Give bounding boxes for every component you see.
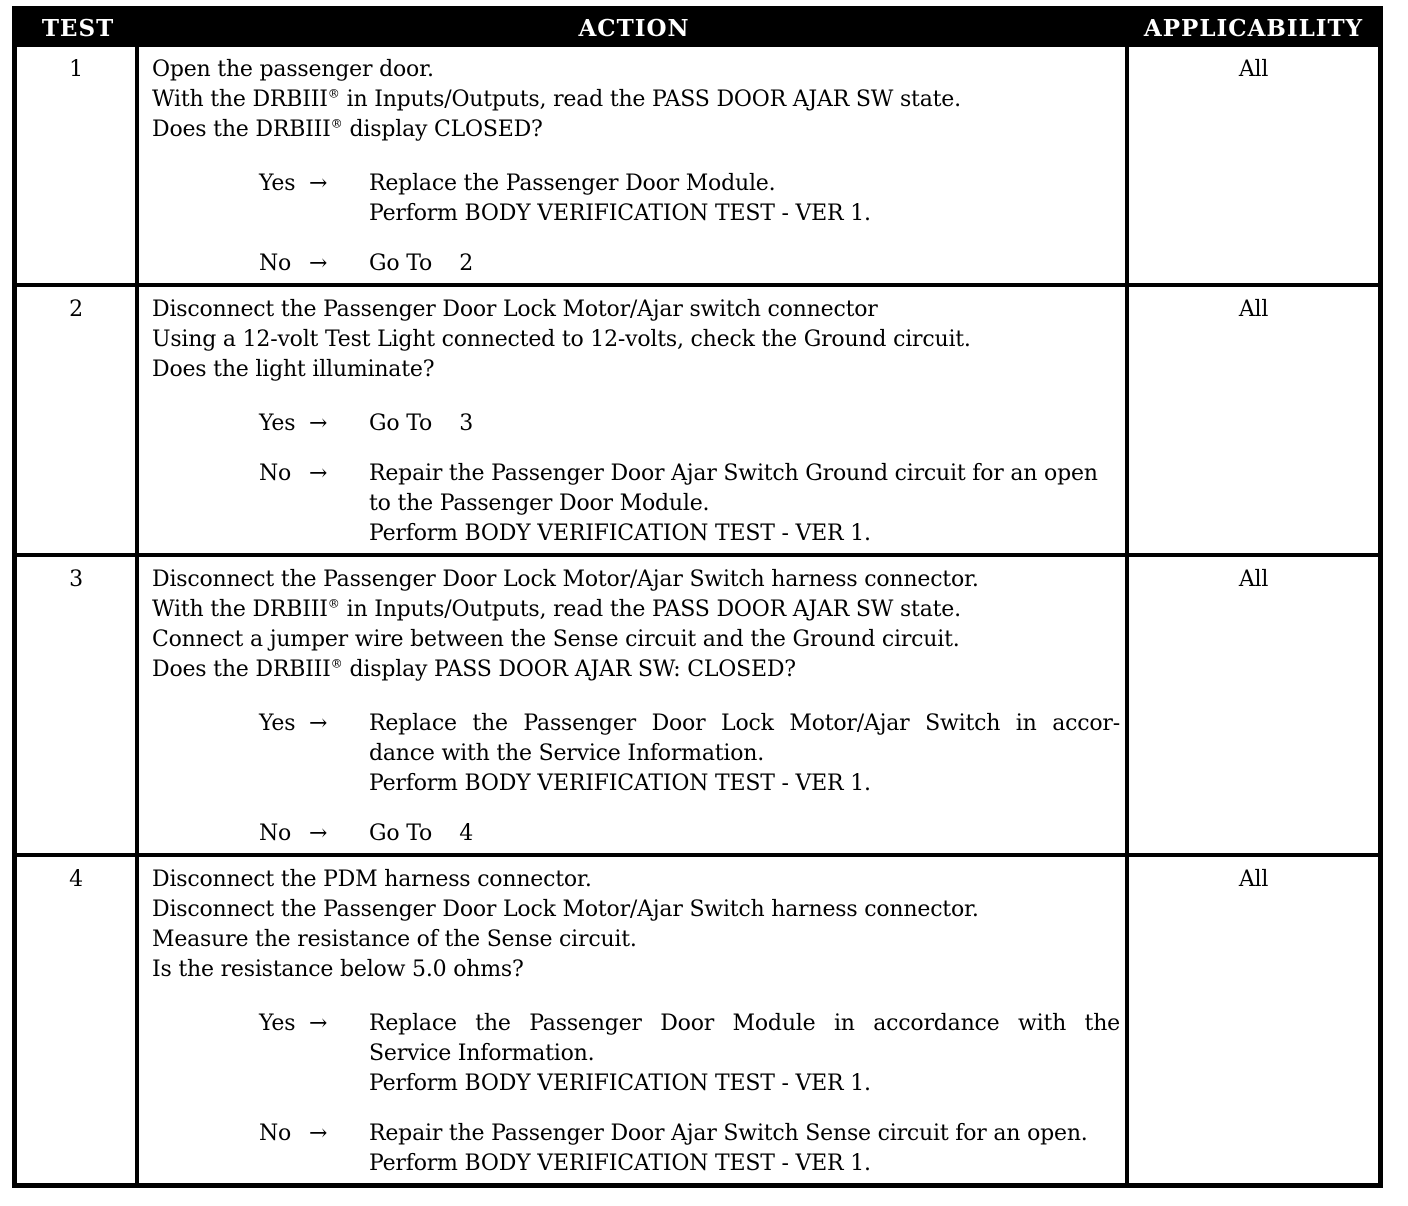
right-arrow-icon: →	[309, 411, 328, 436]
result-label: No	[259, 251, 292, 276]
test-number-cell	[17, 47, 139, 283]
action-step-line: Disconnect the Passenger Door Lock Motor/Ajar Switch harness connector.	[152, 897, 979, 922]
action-step-line: Measure the resistance of the Sense circuit.	[152, 927, 637, 952]
column-header-action: ACTION	[578, 15, 690, 42]
action-step-line: Does the DRBIII® display CLOSED?	[152, 116, 543, 142]
result-line: Go To 4	[369, 821, 473, 846]
right-arrow-icon: →	[309, 711, 328, 736]
right-arrow-icon: →	[309, 821, 328, 846]
right-arrow-icon: →	[309, 1121, 328, 1146]
result-yes	[152, 1009, 1120, 1099]
result-line: Perform BODY VERIFICATION TEST - VER 1.	[369, 1151, 871, 1176]
action-cell	[139, 287, 1129, 553]
right-arrow-icon: →	[309, 171, 328, 196]
test-row	[17, 557, 1378, 857]
action-step-line: Disconnect the Passenger Door Lock Motor/Ajar Switch harness connector.	[152, 567, 979, 592]
action-results	[152, 1009, 1120, 1179]
action-step-line: Disconnect the Passenger Door Lock Motor/Ajar switch connector	[152, 297, 878, 322]
right-arrow-icon: →	[309, 1011, 328, 1036]
result-line: Repair the Passenger Door Ajar Switch Sense circuit for an open.	[369, 1121, 1088, 1146]
column-header-test: TEST	[41, 15, 115, 42]
result-text	[369, 709, 1120, 799]
result-label: Yes	[259, 171, 296, 196]
result-label: Yes	[259, 711, 296, 736]
result-text	[369, 249, 1120, 279]
applicability-cell	[1129, 857, 1378, 1183]
result-no	[152, 819, 1120, 849]
action-step-line: With the DRBIII® in Inputs/Outputs, read the PASS DOOR AJAR SW state.	[152, 596, 961, 622]
applicability-value: All	[1238, 297, 1269, 322]
result-text	[369, 1119, 1120, 1179]
result-line: Perform BODY VERIFICATION TEST - VER 1.	[369, 1071, 871, 1096]
applicability-value: All	[1238, 567, 1269, 592]
result-no	[152, 1119, 1120, 1179]
action-step-line: With the DRBIII® in Inputs/Outputs, read the PASS DOOR AJAR SW state.	[152, 86, 961, 112]
test-number: 4	[69, 867, 83, 892]
action-step-line: Is the resistance below 5.0 ohms?	[152, 957, 524, 982]
action-step-line: Disconnect the PDM harness connector.	[152, 867, 592, 892]
result-label: No	[259, 1121, 292, 1146]
result-no	[152, 459, 1120, 549]
table-body	[17, 47, 1378, 1183]
test-number: 2	[69, 297, 83, 322]
registered-trademark-icon: ®	[327, 596, 340, 611]
test-number-cell	[17, 557, 139, 853]
test-row	[17, 47, 1378, 287]
action-steps	[152, 55, 1120, 145]
result-line: Repair the Passenger Door Ajar Switch Ground circuit for an open	[369, 461, 1098, 486]
result-text	[369, 1009, 1120, 1099]
result-line: Perform BODY VERIFICATION TEST - VER 1.	[369, 201, 871, 226]
column-header-applicability: APPLICABILITY	[1143, 15, 1364, 42]
test-row	[17, 287, 1378, 557]
result-yes	[152, 409, 1120, 439]
action-step-line: Does the DRBIII® display PASS DOOR AJAR SW: CLOSED?	[152, 656, 796, 682]
diagnostic-test-table	[12, 6, 1383, 1188]
applicability-value: All	[1238, 867, 1269, 892]
applicability-cell	[1129, 557, 1378, 853]
result-line: Perform BODY VERIFICATION TEST - VER 1.	[369, 521, 871, 546]
result-line: Perform BODY VERIFICATION TEST - VER 1.	[369, 771, 871, 796]
result-line: Replace the Passenger Door Module.	[369, 171, 776, 196]
right-arrow-icon: →	[309, 461, 328, 486]
result-no	[152, 249, 1120, 279]
result-text	[369, 409, 1120, 439]
action-steps	[152, 565, 1120, 685]
action-cell	[139, 557, 1129, 853]
right-arrow-icon: →	[309, 251, 328, 276]
applicability-value: All	[1238, 57, 1269, 82]
action-cell	[139, 857, 1129, 1183]
action-step-line: Using a 12-volt Test Light connected to 12-volts, check the Ground circuit.	[152, 327, 971, 352]
action-cell	[139, 47, 1129, 283]
action-results	[152, 409, 1120, 549]
action-results	[152, 709, 1120, 849]
result-line: Go To 3	[369, 411, 473, 436]
action-step-line: Connect a jumper wire between the Sense circuit and the Ground circuit.	[152, 627, 960, 652]
result-line: Replace the Passenger Door Module in accordance with the	[369, 1011, 1120, 1036]
registered-trademark-icon: ®	[330, 656, 343, 671]
action-steps	[152, 865, 1120, 985]
result-text	[369, 819, 1120, 849]
result-label: Yes	[259, 1011, 296, 1036]
result-line: dance with the Service Information.	[369, 741, 765, 766]
test-number: 3	[69, 567, 83, 592]
registered-trademark-icon: ®	[330, 116, 343, 131]
action-steps	[152, 295, 1120, 385]
result-line: Service Information.	[369, 1041, 595, 1066]
applicability-cell	[1129, 287, 1378, 553]
result-line: to the Passenger Door Module.	[369, 491, 710, 516]
result-label: No	[259, 821, 292, 846]
result-yes	[152, 169, 1120, 229]
test-number-cell	[17, 857, 139, 1183]
test-row	[17, 857, 1378, 1183]
registered-trademark-icon: ®	[327, 86, 340, 101]
action-step-line: Does the light illuminate?	[152, 357, 435, 382]
action-results	[152, 169, 1120, 279]
table-header-row	[17, 11, 1378, 47]
result-label: No	[259, 461, 292, 486]
result-label: Yes	[259, 411, 296, 436]
test-number: 1	[69, 57, 83, 82]
applicability-cell	[1129, 47, 1378, 283]
result-line: Go To 2	[369, 251, 473, 276]
test-number-cell	[17, 287, 139, 553]
result-yes	[152, 709, 1120, 799]
result-text	[369, 459, 1120, 549]
action-step-line: Open the passenger door.	[152, 57, 434, 82]
result-line: Replace the Passenger Door Lock Motor/Ajar Switch in accor-	[369, 711, 1120, 736]
result-text	[369, 169, 1120, 229]
